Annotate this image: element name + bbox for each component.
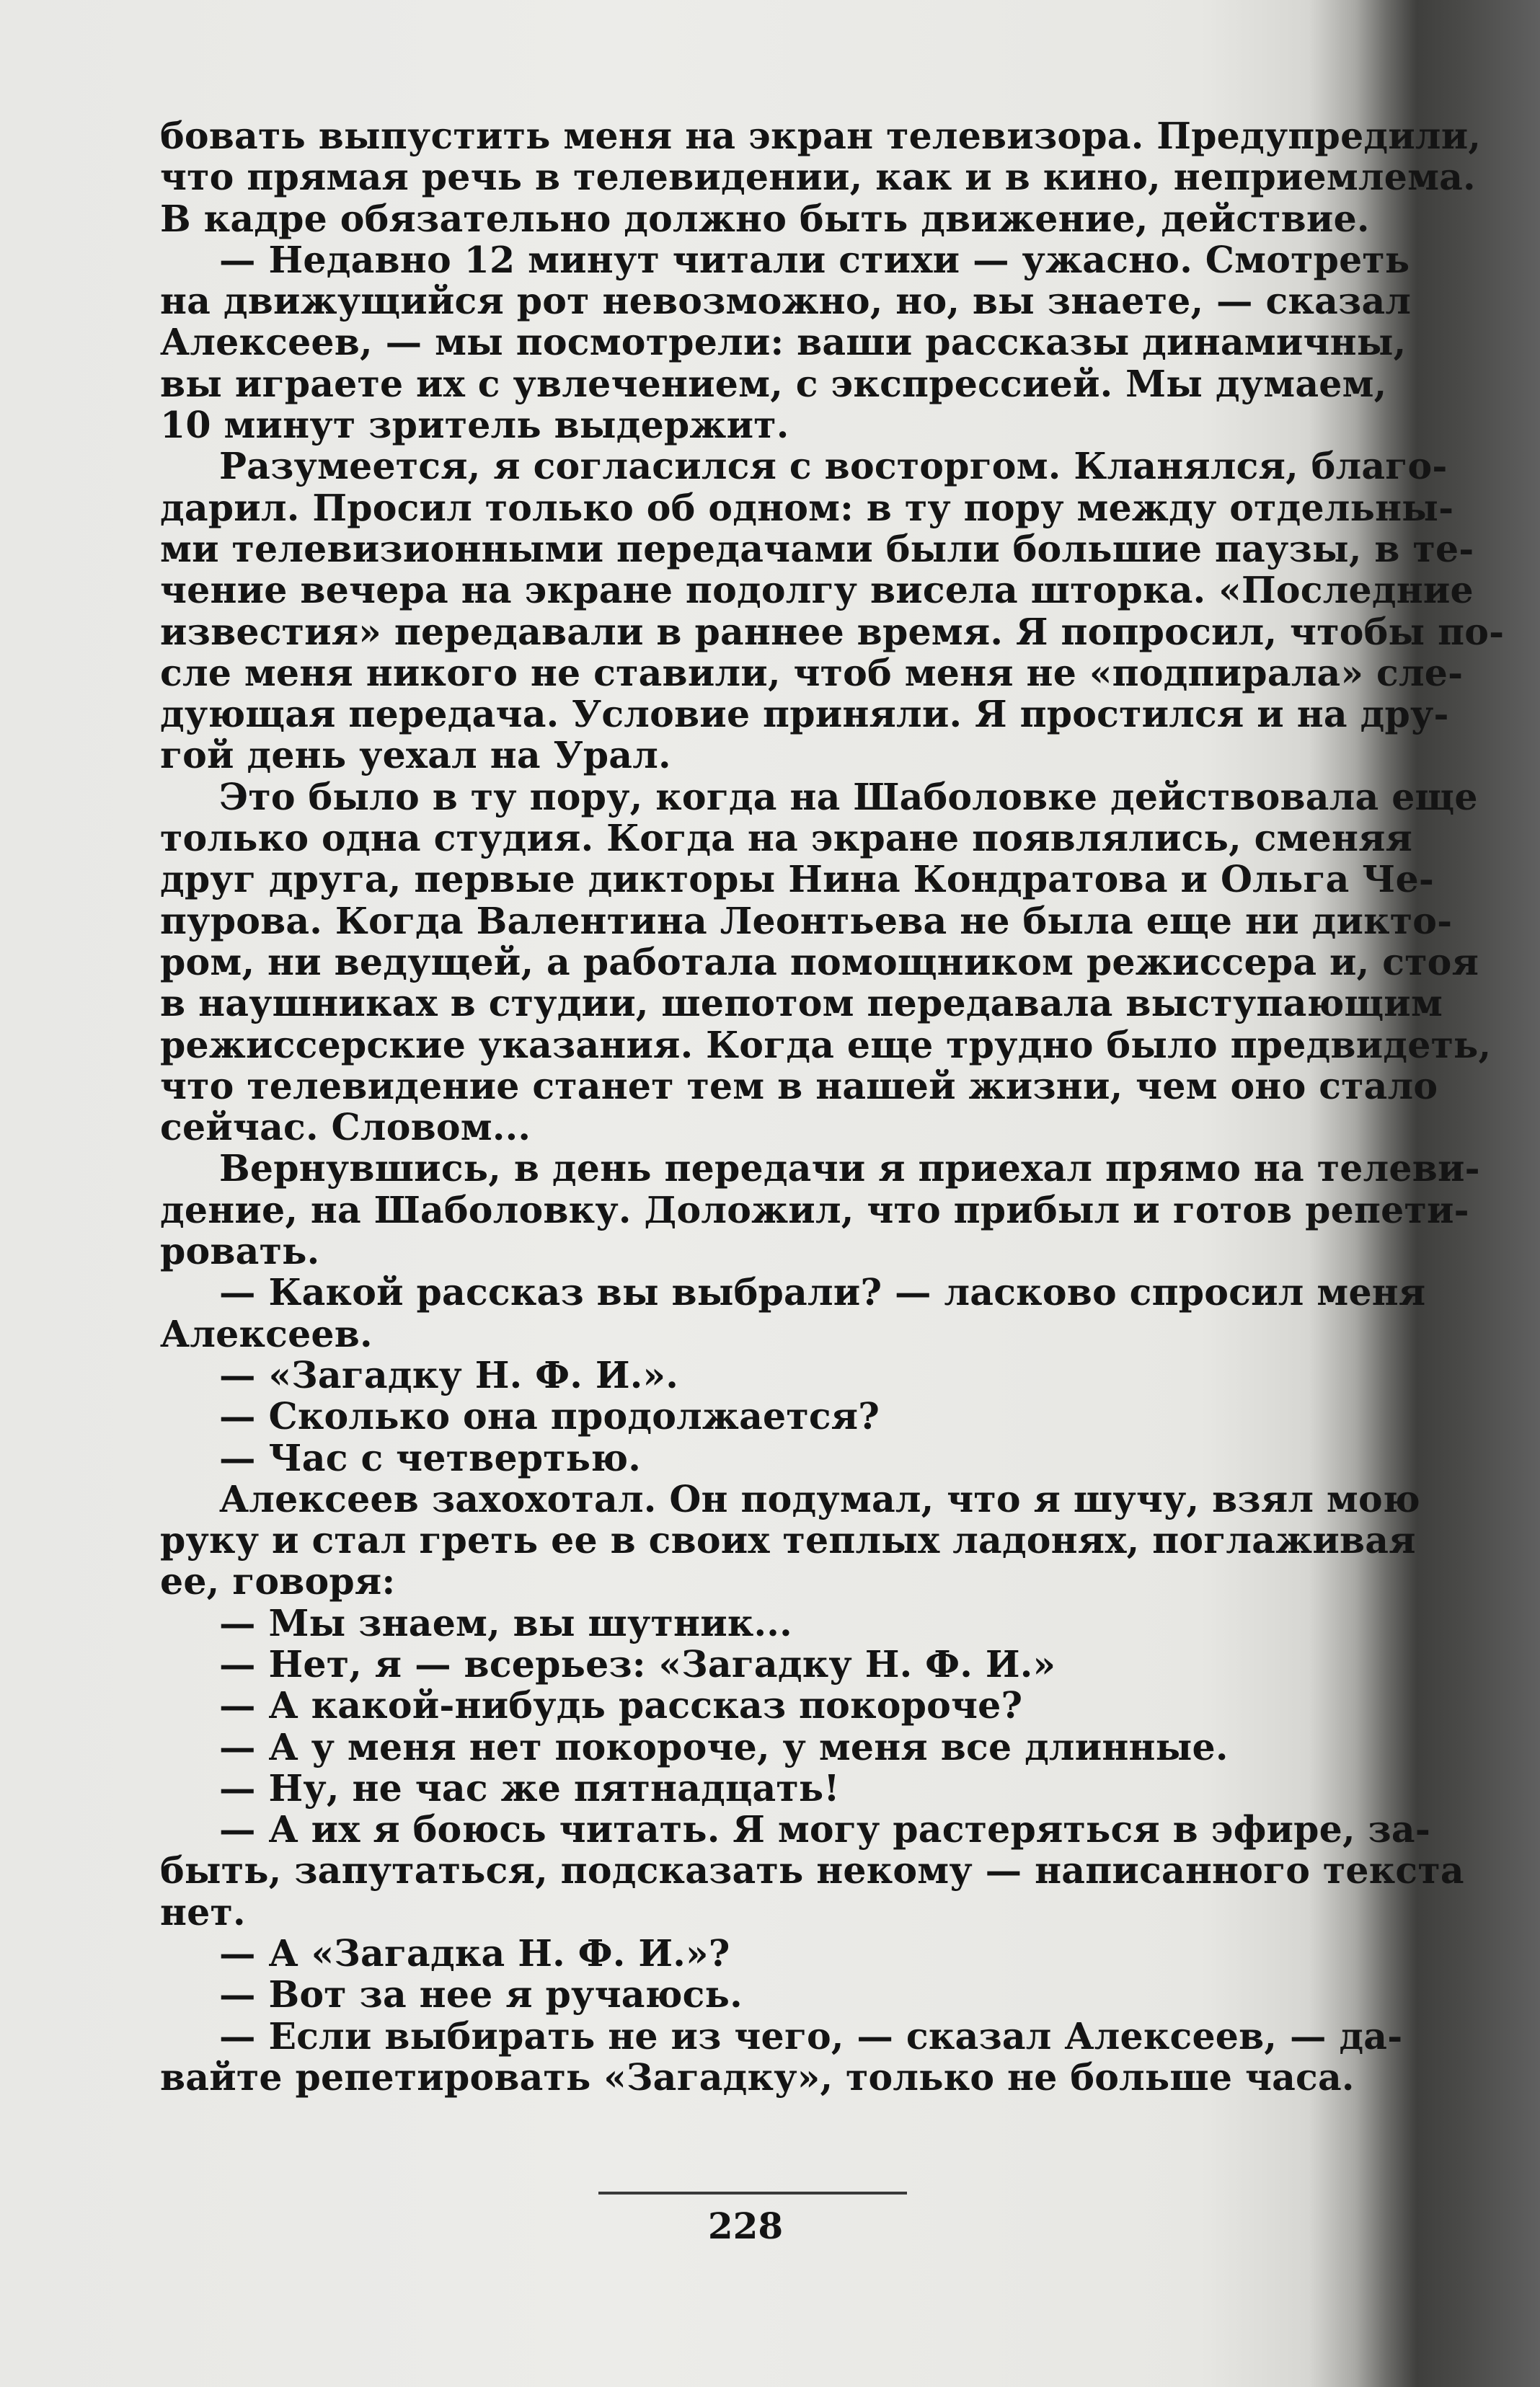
text-line: — Нет, я — всерьез: «Загадку Н. Ф. И.» (219, 1642, 1056, 1686)
text-line: вайте репетировать «Загадку», только не больше часа. (160, 2055, 1355, 2099)
text-line: Алексеев захохотал. Он подумал, что я шучу, взял мою (219, 1477, 1420, 1520)
page-number: 228 (707, 2205, 784, 2247)
text-line: — Ну, не час же пятнадцать! (219, 1766, 840, 1810)
text-line: В кадре обязательно должно быть движение, действие. (160, 197, 1370, 240)
text-line: — «Загадку Н. Ф. И.». (219, 1353, 679, 1396)
text-line: — А у меня нет покороче, у меня все длинные. (219, 1725, 1229, 1768)
text-line: — Мы знаем, вы шутник... (219, 1601, 792, 1644)
text-line: Это было в ту пору, когда на Шаболовке действовала еще (219, 775, 1478, 818)
text-line: друг друга, первые дикторы Нина Кондратова и Ольга Че- (160, 858, 1435, 901)
text-line: Алексеев, — мы посмотрели: ваши рассказы динамичны, (160, 321, 1407, 364)
text-line: — Вот за нее я ручаюсь. (219, 1973, 743, 2016)
text-line: дарил. Просил только об одном: в ту пору между отдельны- (160, 486, 1454, 529)
text-line: быть, запутаться, подсказать некому — написанного текста (160, 1849, 1464, 1892)
text-line: известия» передавали в раннее время. Я попросил, чтобы по- (160, 610, 1505, 653)
text-line: на движущийся рот невозможно, но, вы знаете, — сказал (160, 280, 1412, 323)
text-line: — А какой-нибудь рассказ покороче? (219, 1684, 1023, 1727)
page-text (160, 115, 1505, 2099)
text-line: сейчас. Словом... (160, 1106, 531, 1149)
text-line: режиссерские указания. Когда еще трудно было предвидеть, (160, 1023, 1492, 1066)
text-line: что телевидение станет тем в нашей жизни, чем оно стало (160, 1064, 1438, 1107)
text-line: ее, говоря: (160, 1560, 396, 1603)
text-line: дение, на Шаболовку. Доложил, что прибыл и готов репети- (160, 1188, 1469, 1231)
text-line: в наушниках в студии, шепотом передавала выступающим (160, 982, 1443, 1025)
text-line: — Недавно 12 минут читали стихи — ужасно. Смотреть (219, 238, 1410, 281)
text-line: ровать. (160, 1230, 320, 1273)
text-line: сле меня никого не ставили, чтоб меня не «подпирала» сле- (160, 651, 1464, 694)
text-line: — Какой рассказ вы выбрали? — ласково спросил меня (219, 1271, 1426, 1314)
text-line: — А «Загадка Н. Ф. И.»? (219, 1932, 730, 1975)
text-line: дующая передача. Условие приняли. Я простился и на дру- (160, 693, 1449, 736)
text-line: — Час с четвертью. (219, 1436, 642, 1479)
text-line: Разумеется, я согласился с восторгом. Кланялся, благо- (219, 445, 1448, 488)
text-line: — Сколько она продолжается? (219, 1395, 880, 1438)
text-line: нет. (160, 1890, 246, 1934)
text-line: чение вечера на экране подолгу висела шторка. «Последние (160, 569, 1474, 612)
text-line: — Если выбирать не из чего, — сказал Алексеев, — да- (219, 2014, 1403, 2058)
footer-rule (598, 2192, 907, 2195)
text-line: вы играете их с увлечением, с экспрессией. Мы думаем, (160, 362, 1387, 405)
text-line: 10 минут зритель выдержит. (160, 404, 789, 447)
text-line: Алексеев. (160, 1312, 373, 1355)
text-line: бовать выпустить меня на экран телевизора. Предупредили, (160, 115, 1482, 157)
text-line: Вернувшись, в день передачи я приехал прямо на телеви- (219, 1147, 1480, 1190)
text-line: руку и стал греть ее в своих теплых ладонях, поглаживая (160, 1519, 1416, 1562)
text-line: — А их я боюсь читать. Я могу растеряться в эфире, за- (219, 1808, 1431, 1851)
text-line: только одна студия. Когда на экране появлялись, сменяя (160, 817, 1413, 860)
text-line: пурова. Когда Валентина Леонтьева не была еще ни дикто- (160, 899, 1453, 942)
text-line: ром, ни ведущей, а работала помощником режиссера и, стоя (160, 940, 1479, 983)
text-line: гой день уехал на Урал. (160, 734, 671, 777)
text-line: что прямая речь в телевидении, как и в кино, неприемлема. (160, 156, 1476, 199)
text-line: ми телевизионными передачами были большие паузы, в те- (160, 527, 1474, 570)
